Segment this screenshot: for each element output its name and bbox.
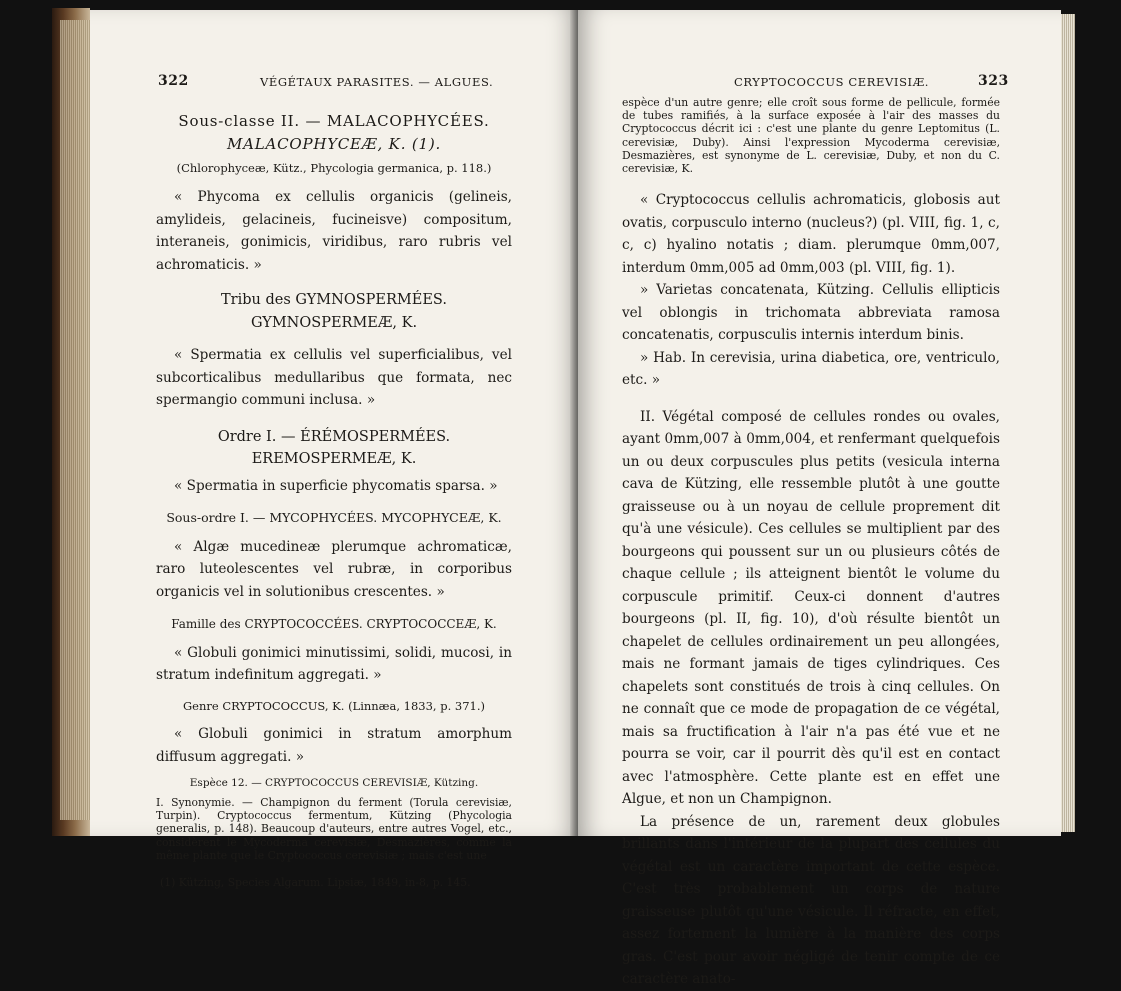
genus-title: Genre CRYPTOCOCCUS, K. (Linnæa, 1833, p. 371.) [182,698,486,713]
habitat-paragraph: » Hab. In cerevisia, urina diabetica, ore, ventriculo, etc. » [622,349,1000,389]
species-title: Espèce 12. — CRYPTOCOCCUS CEREVISIÆ, Kützing. [189,777,479,789]
family-paragraph: « Globuli gonimici minutissimi, solidi, mucosi, in stratum indefinitum aggregati. » [156,644,512,683]
page-edges-right [1061,14,1075,832]
tribe-title: Tribu des GYMNOSPERMÉES. GYMNOSPERMEÆ, K. [221,292,447,331]
order-paragraph: « Spermatia in superficie phycomatis sparsa. » [174,477,498,494]
page-number: 323 [978,73,1009,89]
synonym-line: (Chlorophyceæ, Kütz., Phycologia germanica, p. 118.) [176,161,492,175]
right-page [578,10,1061,988]
footnote: (1) Kützing, Species Algarum. Lipsiæ, 1849, in-8, p. 145. [160,876,471,890]
family-title: Famille des CRYPTOCOCCÉES. CRYPTOCOCCEÆ, K. [171,617,497,631]
suborder-title: Sous-ordre I. — MYCOPHYCÉES. MYCOPHYCEÆ, K. [166,510,502,525]
synonymie-text: I. Synonymie. — Champignon du ferment (Torula cerevisiæ, Turpin). Cryptococcus fermentum, Kützing (Phycologia generalis, p. 148). Beaucoup d'auteurs, entre autres Vogel, etc., considèrent le Mycoderma cerevisiæ, Desmazières, comme la même plante que le Cryptococcus cerevisiæ ; mais c'est une [156,796,512,862]
left-page [90,10,578,890]
order-title: Ordre I. — ÉRÉMOSPERMÉES. EREMOSPERMEÆ, K. [217,428,451,467]
varietas-paragraph: » Varietas concatenata, Kützing. Cellulis ellipticis vel oblongis in trichomata abbreviata ramosa concatenatis, corpusculis internis interdum binis. [622,282,1000,344]
spermatia-paragraph: « Spermatia ex cellulis vel superficialibus, vel subcorticalibus medullaribus que formata, nec spermangio communi inclusa. » [156,347,512,408]
left-header [90,73,578,95]
continuation-note: espèce d'un autre genre; elle croît sous forme de pellicule, formée de tubes ramifiés, à la surface exposée à l'air des masses du Cryptococcus décrit ici : c'est une plante du genre Leptomitus (L. cerevisiæ, Duby). Ainsi l'expression Mycoderma cerevisiæ, Desmazières, est synonyme de L. cerevisiæ, Duby, et non du C. cerevisiæ, K. [622,96,1000,176]
vegetal-paragraph: II. Végétal composé de cellules rondes ou ovales, ayant 0mm,007 à 0mm,004, et renfermant quelquefois un ou deux corpuscules plus petits (vesicula interna cava de Kützing, elle ressemble plutôt à une goutte graisseuse ou à un noyau de cellule proprement dit qu'à une vésicule). Ces cellules se multiplient par des bourgeons qui poussent sur un ou plusieurs côtés de chaque cellule ; ils atteignent bientôt le volume du corpuscule primitif. Ceux-ci donnent d'autres bourgeons (pl. II, fig. 10), d'où résulte bientôt un chapelet de cellules ordinairement un peu allongées, mais ne formant jamais de tiges cylindriques. Ces chapelets sont constitués de trois à cinq cellules. On ne connaît que ce mode de propagation de ce végétal, mais sa fructification à l'air n'a pas été vue et ne pourra se voir, car il pourrit dès qu'il est en contact avec l'atmosphère. Cette plante est en effet une Algue, et non un Champignon. [622,408,1000,808]
phycoma-paragraph: « Phycoma ex cellulis organicis (gelineis, amylideis, gelacineis, fucineisve) compositum, interaneis, gonimicis, viridibus, raro rubris vel achromaticis. » [156,189,512,273]
subclass-latin: MALACOPHYCEÆ, K. (1). [226,134,442,153]
subclass-title: Sous-classe II. — MALACOPHYCÉES. [178,112,490,130]
presence-paragraph: La présence de un, rarement deux globules brillants dans l'intérieur de la plupart des cellules du végétal est un caractère important de cette espèce. C'est très probablement un corps de nature graisseuse plutôt qu'une vésicule. Il réfracte, en effet, assez fortement la lumière à la manière des corps gras. C'est pour avoir négligé de tenir compte de ce caractère anato- [622,813,1000,988]
right-header [578,73,1061,95]
page-number: 322 [158,73,189,89]
algae-paragraph: « Algæ mucedineæ plerumque achromaticæ, raro luteolescentes vel rubræ, in corporibus organicis vel in solutionibus crescentes. » [156,538,512,600]
running-head: VÉGÉTAUX PARASITES. — ALGUES. [260,75,494,89]
page-edges-left [60,20,90,820]
right-body [622,96,1000,991]
left-body [156,110,512,890]
genus-paragraph: « Globuli gonimici in stratum amorphum diffusum aggregati. » [156,726,512,765]
running-head: CRYPTOCOCCUS CEREVISIÆ. [734,75,930,89]
cellulis-paragraph: « Cryptococcus cellulis achromaticis, globosis aut ovatis, corpusculo interno (nucleus?) (pl. VIII, fig. 1, c, c, c) hyalino notatis ; diam. plerumque 0mm,007, interdum 0mm,005 ad 0mm,003 (pl. VIII, fig. 1). [622,192,1000,276]
